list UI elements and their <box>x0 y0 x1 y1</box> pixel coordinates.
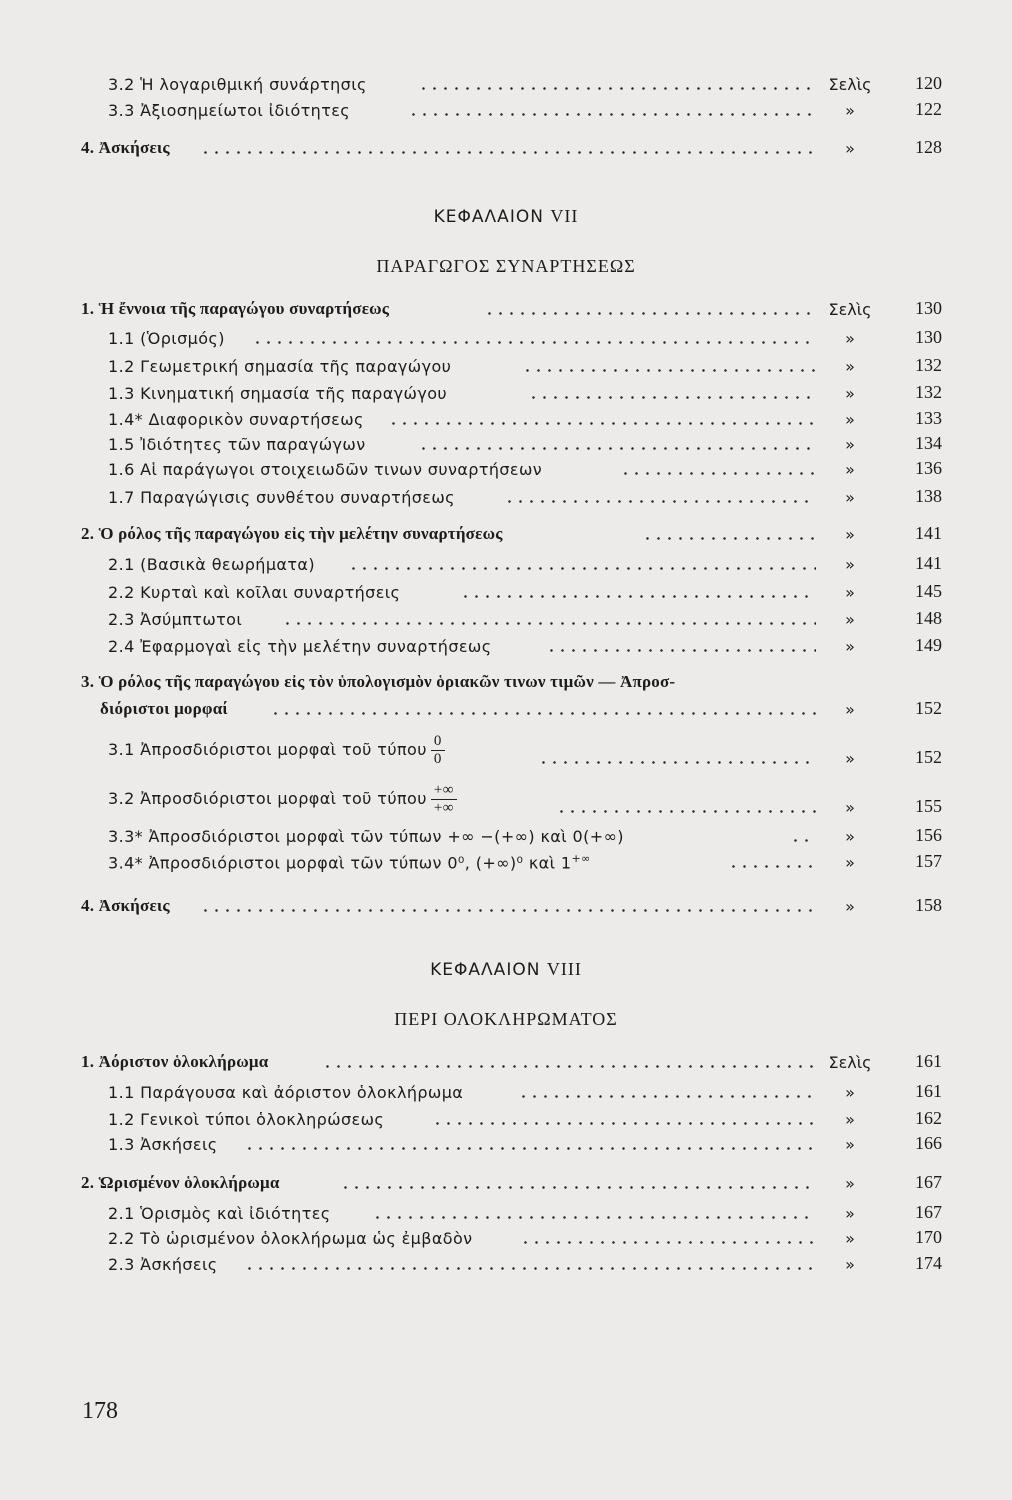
page-prefix: » <box>845 1255 855 1274</box>
leader-dots <box>520 1241 816 1244</box>
toc-section-label: 1. Ἀόριστον ὁλοκλήρωμα <box>81 1052 269 1071</box>
toc-section[interactable] <box>0 293 1012 323</box>
fraction <box>431 782 457 817</box>
toc-entry-label: 1.4* Διαφορικὸν συναρτήσεως <box>108 410 364 429</box>
page-prefix: » <box>845 1110 855 1129</box>
leader-dots <box>418 87 816 90</box>
toc-entry-label: 2.2 Τὸ ὡρισμένον ὁλοκλήρωμα ὡς ἐμβαδὸν <box>108 1229 473 1248</box>
page-prefix: » <box>845 410 855 429</box>
leader-dots <box>790 839 816 842</box>
toc-entry-label: 1.2 Γεωμετρική σημασία τῆς παραγώγου <box>108 357 452 376</box>
page-number: 122 <box>915 99 942 119</box>
chapter-title: ΠΑΡΑΓΩΓΟΣ ΣΥΝΑΡΤΗΣΕΩΣ <box>376 256 636 276</box>
toc-entry[interactable] <box>0 453 1012 483</box>
leader-dots <box>200 151 816 154</box>
page-prefix: » <box>845 1135 855 1154</box>
toc-section[interactable] <box>0 518 1012 548</box>
fraction-denominator: 0 <box>433 751 442 767</box>
superscript: +∞ <box>571 851 591 865</box>
chapter-numeral: VIII <box>546 959 582 979</box>
leader-dots <box>642 537 816 540</box>
toc-section[interactable] <box>0 693 1012 723</box>
toc-entry-label: 2.4 Ἐφαρμογαὶ εἰς τὴν μελέτην συναρτήσεως <box>108 637 492 656</box>
page-number-footer: 178 <box>82 1398 118 1424</box>
page-prefix: » <box>845 329 855 348</box>
page-number: 128 <box>915 137 942 157</box>
toc-section-label: 4. Ἀσκήσεις <box>81 896 170 915</box>
page-prefix: » <box>845 853 855 872</box>
toc-entry-text: 3.4* Ἀπροσδιόριστοι μορφαὶ τῶν τύπων 0⁰, (+∞)⁰ καὶ 1 <box>108 853 572 872</box>
chapter-word: ΚΕΦΑΛΑΙΟΝ <box>430 960 541 980</box>
page-number: 138 <box>915 486 942 506</box>
toc-entry[interactable] <box>0 846 1012 876</box>
leader-dots <box>244 1147 816 1150</box>
toc-section-label: 4. Ἀσκήσεις <box>81 138 170 157</box>
toc-entry[interactable] <box>0 350 1012 380</box>
leader-dots <box>432 1122 816 1125</box>
toc-entry-label: 2.1 (Βασικὰ θεωρήματα) <box>108 555 315 574</box>
toc-section-label: 2. Ὡρισμένον ὁλοκλήρωμα <box>81 1173 280 1192</box>
page-prefix: » <box>845 610 855 629</box>
toc-entry[interactable] <box>0 548 1012 578</box>
toc-entry-label: 3.3* Ἀπροσδιόριστοι μορφαὶ τῶν τύπων +∞ −(+∞) καὶ 0(+∞) <box>108 827 624 846</box>
leader-dots <box>528 396 816 399</box>
toc-entry-label <box>108 782 461 817</box>
toc-entry[interactable] <box>0 481 1012 511</box>
leader-dots <box>460 595 816 598</box>
page-number: 120 <box>915 73 942 93</box>
leader-dots <box>252 341 816 344</box>
page-prefix: » <box>845 637 855 656</box>
page-prefix: » <box>845 798 855 817</box>
toc-entry-text: 3.2 Ἀπροσδιόριστοι μορφαὶ τοῦ τύπου <box>108 789 427 808</box>
page-number: 152 <box>915 698 942 718</box>
page-prefix: Σελὶς <box>828 1053 872 1072</box>
toc-entry-text: 3.1 Ἀπροσδιόριστοι μορφαὶ τοῦ τύπου <box>108 740 427 759</box>
page-number: 158 <box>915 895 942 915</box>
toc-entry-label: 1.2 Γενικοὶ τύποι ὁλοκληρώσεως <box>108 1110 385 1129</box>
toc-entry-label: 1.5 Ἰδιότητες τῶν παραγώγων <box>108 435 366 454</box>
page-prefix: » <box>845 1229 855 1248</box>
page-number: 148 <box>915 608 942 628</box>
fraction-numerator: +∞ <box>431 782 457 800</box>
page-number: 132 <box>915 355 942 375</box>
page-number: 167 <box>915 1202 942 1222</box>
toc-entry[interactable] <box>0 777 1012 821</box>
leader-dots <box>244 1267 816 1270</box>
toc-entry[interactable] <box>0 728 1012 772</box>
page-number: 161 <box>915 1051 942 1071</box>
leader-dots <box>270 712 816 715</box>
toc-entry[interactable] <box>0 94 1012 124</box>
toc-entry-label: 3.3 Ἀξιοσημείωτοι ἰδιότητες <box>108 101 351 120</box>
chapter-heading <box>0 959 1012 980</box>
leader-dots <box>418 447 816 450</box>
page-prefix: » <box>845 827 855 846</box>
page-prefix: » <box>845 1083 855 1102</box>
toc-entry-label <box>108 852 591 872</box>
leader-dots <box>372 1216 816 1219</box>
page-prefix: » <box>845 488 855 507</box>
toc-entry[interactable] <box>0 603 1012 633</box>
leader-dots <box>340 1186 816 1189</box>
page-number: 162 <box>915 1108 942 1128</box>
page-prefix: » <box>845 897 855 916</box>
leader-dots <box>408 113 816 116</box>
chapter-title: ΠΕΡΙ ΟΛΟΚΛΗΡΩΜΑΤΟΣ <box>394 1009 618 1029</box>
page-number: 141 <box>915 553 942 573</box>
page-prefix: » <box>845 435 855 454</box>
page-number: 145 <box>915 581 942 601</box>
page-prefix: » <box>845 555 855 574</box>
toc-section[interactable] <box>0 1046 1012 1076</box>
toc-entry-label: 1.1 Παράγουσα καὶ ἀόριστον ὁλοκλήρωμα <box>108 1083 464 1102</box>
toc-section[interactable] <box>0 132 1012 162</box>
leader-dots <box>322 1065 816 1068</box>
toc-entry-label: 1.7 Παραγώγισις συνθέτου συναρτήσεως <box>108 488 455 507</box>
page-prefix: » <box>845 749 855 768</box>
leader-dots <box>546 649 816 652</box>
page-prefix: Σελὶς <box>828 300 872 319</box>
toc-section[interactable] <box>0 1167 1012 1197</box>
leader-dots <box>200 909 816 912</box>
page-number: 132 <box>915 382 942 402</box>
page-prefix: » <box>845 1204 855 1223</box>
page-number: 130 <box>915 298 942 318</box>
page-number: 155 <box>915 796 942 816</box>
page-number: 141 <box>915 523 942 543</box>
toc-entry[interactable] <box>0 322 1012 352</box>
leader-dots <box>518 1095 816 1098</box>
page-number: 167 <box>915 1172 942 1192</box>
page-number: 156 <box>915 825 942 845</box>
toc-section-label-cont: διόριστοι μορφαί <box>100 699 228 718</box>
leader-dots <box>620 472 816 475</box>
page-number: 133 <box>915 408 942 428</box>
leader-dots <box>504 500 816 503</box>
page-number: 174 <box>915 1253 942 1273</box>
toc-section[interactable] <box>0 890 1012 920</box>
page-prefix: » <box>845 101 855 120</box>
toc-section-line1[interactable] <box>0 666 1012 696</box>
toc-entry-label: 3.2 Ἡ λογαριθμική συνάρτησις <box>108 75 367 94</box>
leader-dots <box>348 567 816 570</box>
toc-entry-label: 1.1 (Ὁρισμός) <box>108 329 225 348</box>
page-number: 166 <box>915 1133 942 1153</box>
toc-entry-label: 1.6 Αἱ παράγωγοι στοιχειωδῶν τινων συναρτήσεων <box>108 460 543 479</box>
toc-section-label: 2. Ὁ ρόλος τῆς παραγώγου εἰς τὴν μελέτην συναρτήσεως <box>81 524 503 543</box>
page-prefix: Σελὶς <box>828 75 872 94</box>
toc-entry[interactable] <box>0 576 1012 606</box>
leader-dots <box>728 865 816 868</box>
toc-entry-label <box>108 733 449 768</box>
toc-entry-label: 1.3 Ἀσκήσεις <box>108 1135 218 1154</box>
page-number: 149 <box>915 635 942 655</box>
toc-entry-label: 2.1 Ὁρισμὸς καὶ ἰδιότητες <box>108 1204 331 1223</box>
page-prefix: » <box>845 525 855 544</box>
page-prefix: » <box>845 700 855 719</box>
toc-entry[interactable] <box>0 1248 1012 1278</box>
page-number: 152 <box>915 747 942 767</box>
leader-dots <box>484 312 816 315</box>
page-number: 157 <box>915 851 942 871</box>
chapter-numeral: VII <box>550 206 579 226</box>
toc-section-label: 1. Ἡ ἔννοια τῆς παραγώγου συναρτήσεως <box>81 299 390 318</box>
fraction <box>431 733 445 768</box>
leader-dots <box>388 422 816 425</box>
leader-dots <box>282 622 816 625</box>
page-number: 130 <box>915 327 942 347</box>
fraction-denominator: +∞ <box>433 800 454 816</box>
page-number: 134 <box>915 433 942 453</box>
page-prefix: » <box>845 384 855 403</box>
toc-entry-label: 2.3 Ἀσύμπτωτοι <box>108 610 243 629</box>
toc-entry-label: 2.2 Κυρταὶ καὶ κοῖλαι συναρτήσεις <box>108 583 401 602</box>
page-prefix: » <box>845 1174 855 1193</box>
leader-dots <box>556 810 816 813</box>
toc-entry-label: 1.3 Κινηματική σημασία τῆς παραγώγου <box>108 384 448 403</box>
page-number: 170 <box>915 1227 942 1247</box>
page-prefix: » <box>845 139 855 158</box>
toc-entry[interactable] <box>0 1076 1012 1106</box>
page-number: 136 <box>915 458 942 478</box>
page-prefix: » <box>845 583 855 602</box>
chapter-word: ΚΕΦΑΛΑΙΟΝ <box>433 207 544 227</box>
leader-dots <box>538 761 816 764</box>
toc-section-label: 3. Ὁ ρόλος τῆς παραγώγου εἰς τὸν ὑπολογισμὸν ὁριακῶν τινων τιμῶν — Ἀπροσ- <box>81 672 676 691</box>
page-number: 161 <box>915 1081 942 1101</box>
fraction-numerator: 0 <box>431 733 445 751</box>
page-prefix: » <box>845 460 855 479</box>
leader-dots <box>522 369 816 372</box>
page-prefix: » <box>845 357 855 376</box>
chapter-heading <box>0 206 1012 227</box>
toc-entry[interactable] <box>0 1128 1012 1158</box>
toc-entry-label: 2.3 Ἀσκήσεις <box>108 1255 218 1274</box>
toc-entry[interactable] <box>0 630 1012 660</box>
